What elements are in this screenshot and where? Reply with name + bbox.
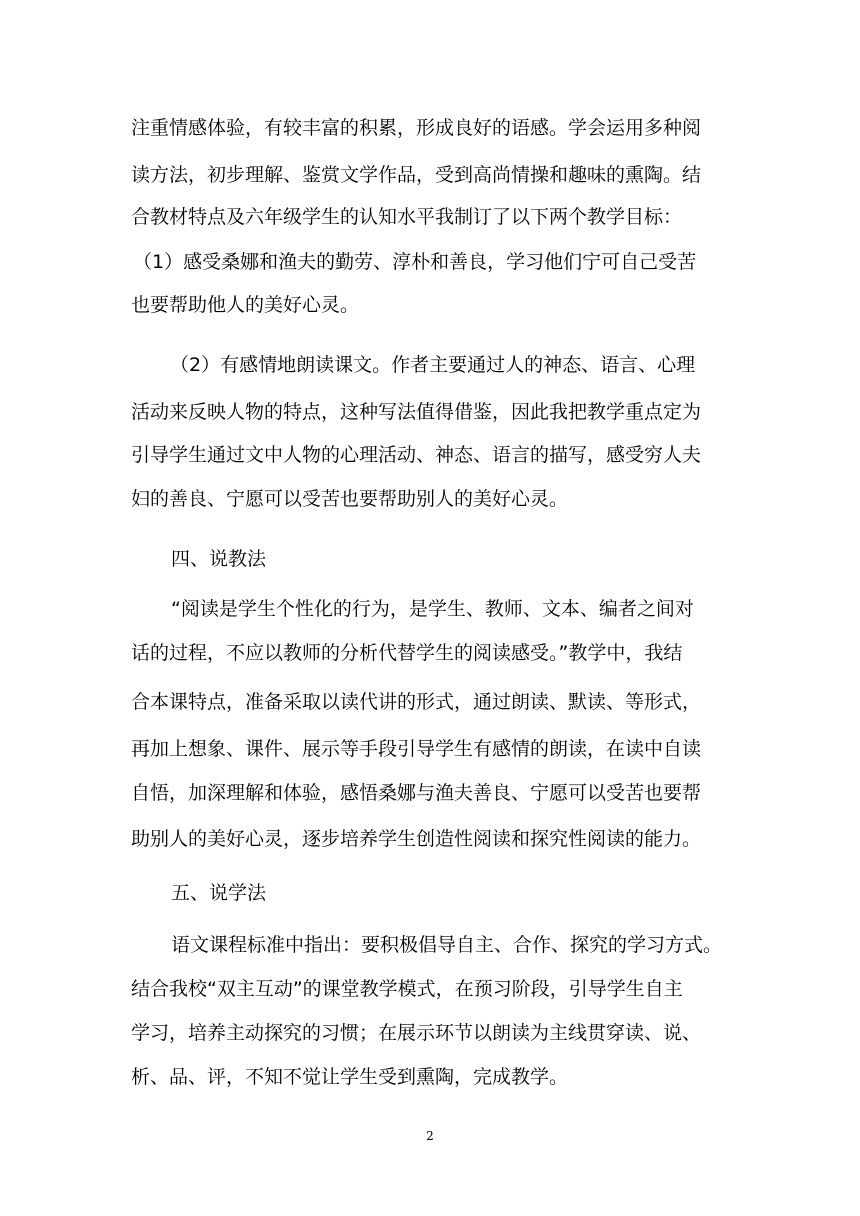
body-text-line: 结合我校“双主互动”的课堂教学模式，在预习阶段，引导学生自主 bbox=[131, 978, 683, 1000]
body-text-line: 读方法，初步理解、鉴赏文学作品，受到高尚情操和趣味的熏陶。结 bbox=[131, 164, 702, 186]
section-heading-teaching-method: 四、说教法 bbox=[171, 548, 267, 570]
body-text-line: 析、品、评，不知不觉让学生受到熏陶，完成教学。 bbox=[131, 1066, 569, 1088]
body-text-line: 合教材特点及六年级学生的认知水平我制订了以下两个教学目标： bbox=[131, 206, 683, 228]
body-text-line: 注重情感体验，有较丰富的积累，形成良好的语感。学会运用多种阅 bbox=[131, 117, 702, 139]
body-text-line: 再加上想象、课件、展示等手段引导学生有感情的朗读，在读中自读 bbox=[131, 738, 702, 760]
body-text-line: 妇的善良、宁愿可以受苦也要帮助别人的美好心灵。 bbox=[131, 488, 569, 510]
body-text-line: 自悟，加深理解和体验，感悟桑娜与渔夫善良、宁愿可以受苦也要帮 bbox=[131, 782, 702, 804]
body-text-line: 语文课程标准中指出：要积极倡导自主、合作、探究的学习方式。 bbox=[171, 934, 723, 956]
body-text-line: 也要帮助他人的美好心灵。 bbox=[131, 294, 360, 316]
body-text-line: 助别人的美好心灵，逐步培养学生创造性阅读和探究性阅读的能力。 bbox=[131, 828, 702, 850]
list-item-1: （1）感受桑娜和渔夫的勤劳、淳朴和善良，学习他们宁可自己受苦 bbox=[133, 251, 697, 273]
body-text-line: 活动来反映人物的特点，这种写法值得借鉴，因此我把教学重点定为 bbox=[131, 401, 702, 423]
list-item-2: （2）有感情地朗读课文。作者主要通过人的神态、语言、心理 bbox=[170, 354, 696, 376]
body-text-line: “阅读是学生个性化的行为，是学生、教师、文本、编者之间对 bbox=[171, 598, 694, 620]
body-text-line: 话的过程，不应以教师的分析代替学生的阅读感受。”教学中，我结 bbox=[131, 642, 683, 664]
page-number: 2 bbox=[426, 1129, 434, 1143]
section-heading-learning-method: 五、说学法 bbox=[171, 882, 267, 904]
body-text-line: 引导学生通过文中人物的心理活动、神态、语言的描写，感受穷人夫 bbox=[131, 444, 702, 466]
body-text-line: 合本课特点，准备采取以读代讲的形式，通过朗读、默读、等形式， bbox=[131, 691, 702, 713]
body-text-line: 学习，培养主动探究的习惯；在展示环节以朗读为主线贯穿读、说、 bbox=[131, 1022, 702, 1044]
